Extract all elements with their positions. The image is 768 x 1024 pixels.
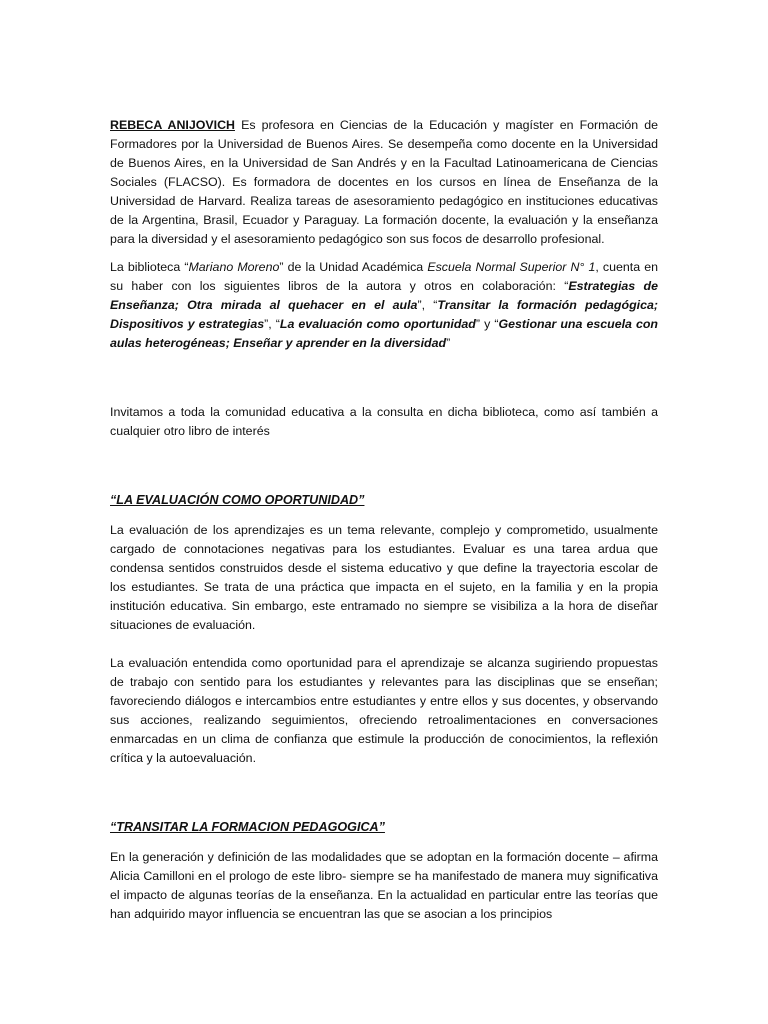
evaluation-paragraph: La evaluación de los aprendizajes es un tema relevante, complejo y comprometido, usualmente cargado de connotaciones negativas para los estudiantes. Evaluar es una tarea ardua que condensa sentidos construidos desde el sistema educativo y que define la trayectoria escolar de los estudiantes. Se trata de una práctica que impacta en el sujeto, en la familia y en la propia institución educativa. Sin embargo, este entramado no siempre se visibiliza a la hora de diseñar situaciones de evaluación. [110,523,658,632]
library-text: La biblioteca “ [110,260,189,274]
school-name: Escuela Normal Superior N° 1 [427,260,596,274]
author-bio-paragraph [110,116,658,249]
book-title: Gestionar una escuela con aulas heterogéneas; Enseñar y aprender en la diversidad [110,317,659,350]
author-bio-text: Es profesora en Ciencias de la Educación y magíster en Formación de Formadores por la Universidad de Buenos Aires. Se desempeña como docente en la Universidad de Buenos Aires, en la Universidad de San Andrés y en la Facultad Latinoamericana de Ciencias Sociales (FLACSO). Es formadora de docentes en los cursos en línea de Enseñanza de la Universidad de Harvard. Realiza tareas de asesoramiento pedagógico en instituciones educativas de la Argentina, Brasil, Ecuador y Paraguay. La formación docente, la evaluación y la enseñanza para la diversidad y el asesoramiento pedagógico son sus focos de desarrollo profesional. [110,118,658,246]
library-name: Mariano Moreno [188,260,280,274]
library-text: ”, “ [264,317,280,331]
library-text: ”, “ [417,298,438,312]
formation-paragraph: En la generación y definición de las modalidades que se adoptan en la formación docente – afirma Alicia Camilloni en el prologo de este libro- siempre se ha manifestado de manera muy significativa el impacto de algunas teorías de la enseñanza. En la actualidad en particular entre las teorías que han adquirido mayor influencia se encuentran las que se asocian a los principios [110,850,658,921]
library-text: ” [446,336,451,350]
invitation-paragraph: Invitamos a toda la comunidad educativa a la consulta en dicha biblioteca, como así también a cualquier otro libro de interés [110,405,658,438]
book-title: Transitar la formación pedagógica; Dispositivos y estrategias [110,298,658,331]
book-title: Estrategias de Enseñanza; Otra mirada al quehacer en el aula [110,279,658,312]
evaluation-paragraph: La evaluación entendida como oportunidad para el aprendizaje se alcanza sugiriendo propuestas de trabajo con sentido para los estudiantes y relevantes para las disciplinas que se enseñan; favoreciendo diálogos e intercambios entre estudiantes y entre ellos y sus docentes, y observando sus acciones, realizando seguimientos, ofreciendo retroalimentaciones en conversaciones enmarcadas en un clima de confianza que estimule la producción de conocimientos, la reflexión crítica y la autoevaluación. [110,656,658,765]
library-text: ” y “ [475,317,499,331]
library-text: ” de la Unidad Académica [279,260,428,274]
library-paragraph [110,258,658,353]
library-text: , cuenta en su haber con los siguientes libros de la autora y otros en colaboración: “ [110,260,659,293]
book-title: La evaluación como oportunidad [279,317,476,331]
section-heading: “LA EVALUACIÓN COMO OPORTUNIDAD” [110,493,365,507]
author-name: REBECA ANIJOVICH [110,118,235,132]
section-heading: “TRANSITAR LA FORMACION PEDAGOGICA” [110,820,385,834]
